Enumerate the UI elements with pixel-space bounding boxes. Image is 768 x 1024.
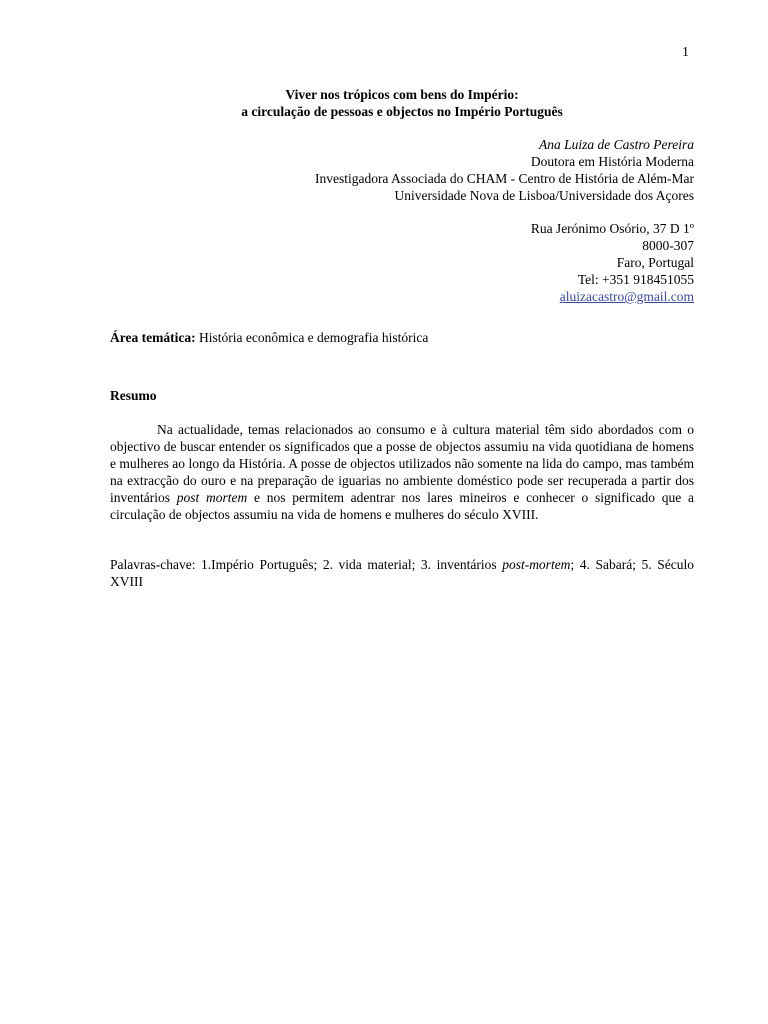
address-block [531, 220, 694, 305]
abstract-text-part-2: e nos permitem adentrar nos lares mineiros e conhecer o significado que a circulação de objectos assumiu na vida de homens e mulheres do século XVIII. [110, 490, 694, 522]
email-link[interactable]: aluizacastro@gmail.com [559, 289, 694, 304]
document-title [110, 86, 694, 120]
page-number: 1 [682, 45, 689, 60]
title-line-2: a circulação de pessoas e objectos no Império Português [241, 104, 563, 119]
address-city: Faro, Portugal [616, 255, 694, 270]
author-affiliation-2: Universidade Nova de Lisboa/Universidade dos Açores [394, 188, 694, 203]
thematic-area-label: Área temática: [110, 330, 196, 345]
keywords-part-1: Palavras-chave: 1.Império Português; 2. vida material; 3. inventários [110, 557, 503, 572]
title-line-1: Viver nos trópicos com bens do Império: [285, 87, 519, 102]
keywords-paragraph [110, 556, 694, 590]
keywords-italic: post-mortem [502, 557, 571, 572]
address-street: Rua Jerónimo Osório, 37 D 1º [530, 221, 694, 236]
thematic-area-value: História econômica e demografia histórica [198, 330, 429, 345]
abstract-heading: Resumo [110, 388, 157, 403]
author-affiliation-1: Investigadora Associada do CHAM - Centro de História de Além-Mar [314, 171, 694, 186]
author-name: Ana Luiza de Castro Pereira [539, 137, 694, 152]
abstract-paragraph [110, 421, 694, 523]
address-phone: Tel: +351 918451055 [577, 272, 694, 287]
thematic-area [110, 330, 428, 346]
abstract-text-italic: post mortem [176, 490, 248, 505]
author-degree: Doutora em História Moderna [530, 154, 694, 169]
keywords-part-2: ; 4. Sabará; 5. Século XVIII [110, 557, 694, 589]
address-postal-code: 8000-307 [642, 238, 694, 253]
abstract-text-part-1: Na actualidade, temas relacionados ao consumo e à cultura material têm sido abordados com o objectivo de buscar entender os significados que a posse de objectos assumiu na vida quotidiana de homens e mulheres ao longo da História. A posse de objectos utilizados não somente na lida do campo, mas também na extracção do ouro e na preparação de iguarias no ambiente doméstico pode ser recuperada a partir dos inventários [110, 422, 694, 505]
author-block [315, 136, 694, 204]
